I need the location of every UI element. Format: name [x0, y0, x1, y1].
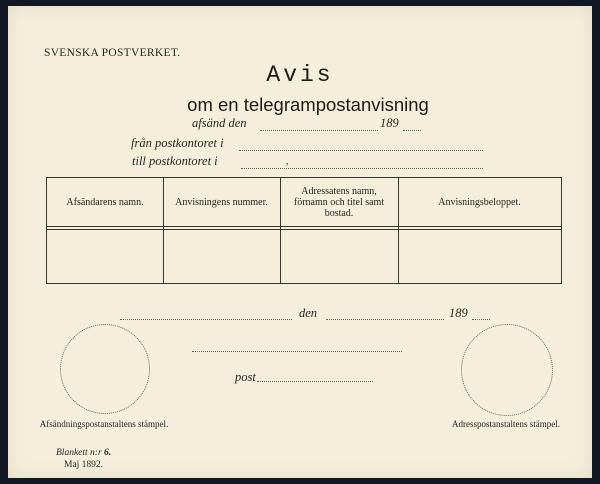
column-divider	[280, 178, 281, 283]
sent-date-line	[260, 130, 378, 131]
place-line	[120, 319, 292, 320]
from-office-line	[239, 150, 483, 151]
recipient-stamp-circle	[461, 324, 553, 416]
to-office-label: till postkontoret i	[132, 154, 218, 168]
header-rule	[47, 226, 561, 227]
column-divider	[398, 178, 399, 283]
to-office-line	[241, 168, 483, 169]
column-divider	[163, 178, 164, 283]
sent-on-label: afsänd den	[192, 116, 247, 130]
form-title: Avis	[266, 62, 334, 88]
header-recipient-details: Adressatens namn, förnamn och titel samt bostad.	[293, 185, 385, 219]
header-remittance-number: Anvisningens nummer.	[175, 196, 268, 208]
sent-year: 189	[380, 116, 399, 130]
signature-line	[192, 351, 402, 352]
from-office-label: från postkontoret i	[131, 136, 224, 150]
form-label	[56, 448, 111, 458]
post-line	[257, 381, 373, 382]
header-sender-name: Afsändarens namn.	[66, 196, 144, 208]
sender-stamp-caption: Afsändningspostanstaltens stämpel.	[39, 419, 169, 429]
sent-year-line	[403, 130, 421, 131]
form-number: 6.	[104, 448, 112, 458]
post-label: post	[235, 370, 256, 384]
remittance-table	[46, 177, 562, 284]
lower-year-line	[472, 319, 490, 320]
form-date: Maj 1892.	[64, 460, 104, 470]
sender-stamp-circle	[60, 324, 150, 414]
lower-year: 189	[449, 306, 468, 320]
agency-name: SVENSKA POSTVERKET.	[44, 47, 181, 59]
form-sheet	[8, 6, 592, 478]
to-office-mark: ,	[286, 156, 289, 167]
form-subtitle: om en telegrampostanvisning	[187, 94, 429, 115]
lower-date-line	[326, 319, 444, 320]
form-label-text: Blankett n:r	[56, 448, 102, 458]
header-rule-double	[47, 229, 561, 230]
recipient-stamp-caption: Adresspostanstaltens stämpel.	[452, 419, 560, 429]
lower-date-label: den	[299, 306, 318, 320]
header-amount: Anvisningsbeloppet.	[438, 196, 521, 208]
